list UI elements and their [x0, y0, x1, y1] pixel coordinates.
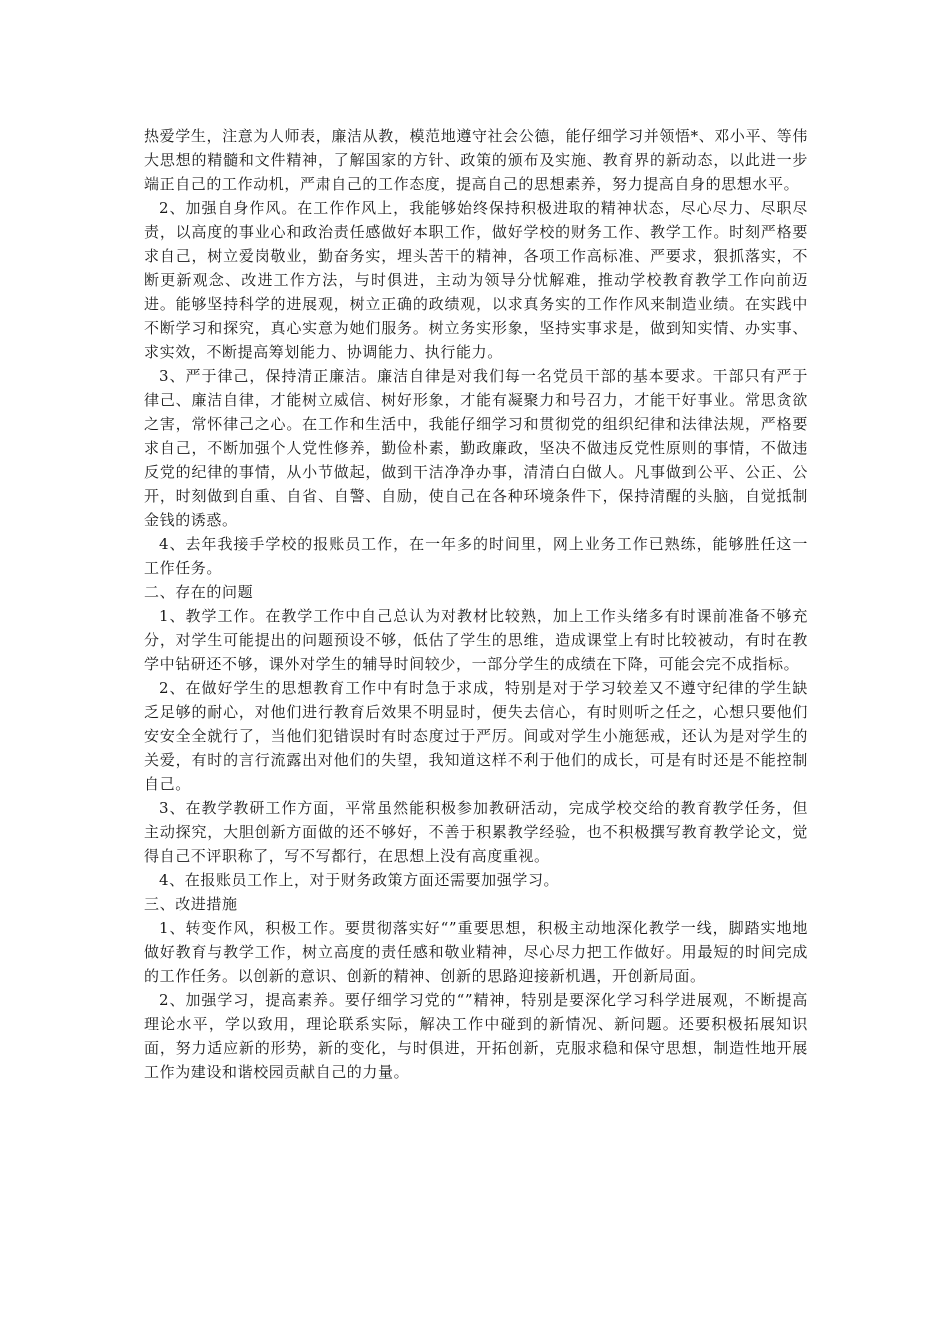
- paragraph-item-change-style: 1、转变作风，积极工作。要贯彻落实好“”重要思想，积极主动地深化教学一线，脚踏实地地做好教育与教学工作，树立高度的责任感和敬业精神，尽心尽力把工作做好。用最短的时间完成的工作任务。以创新的意识、创新的精神、创新的思路迎接新机遇，开创新局面。: [144, 919, 809, 985]
- paragraph-item-research: 3、在教学教研工作方面，平常虽然能积极参加教研活动，完成学校交给的教育教学任务，但主动探究，大胆创新方面做的还不够好，不善于积累教学经验，也不积极撰写教育教学论文，觉得自己不评职称了，写不写都行，在思想上没有高度重视。: [144, 799, 809, 865]
- paragraph-item-self-style: 2、加强自身作风。在工作作风上，我能够始终保持积极进取的精神状态，尽心尽力、尽职尽责，以高度的事业心和政治责任感做好本职工作，做好学校的财务工作、教学工作。时刻严格要求自己，树立爱岗敬业，勤奋务实，埋头苦干的精神，各项工作高标准、严要求，狠抓落实，不断更新观念、改进工作方法，与时俱进，主动为领导分忧解难，推动学校教育教学工作向前迈进。能够坚持科学的进展观，树立正确的政绩观，以求真务实的工作作风来制造业绩。在实践中不断学习和探究，真心实意为她们服务。树立务实形象，坚持实事求是，做到知实情、办实事、求实效，不断提高筹划能力、协调能力、执行能力。: [144, 199, 809, 361]
- paragraph-item-self-discipline: 3、严于律己，保持清正廉洁。廉洁自律是对我们每一名党员干部的基本要求。干部只有严于律己、廉洁自律，才能树立威信、树好形象，才能有凝聚力和号召力，才能干好事业。常思贪欲之害，常怀律己之心。在工作和生活中，我能仔细学习和贯彻党的组织纪律和法律法规，严格要求自己，不断加强个人党性修养，勤俭朴素，勤政廉政，坚决不做违反党性原则的事情，不做违反党的纪律的事情，从小节做起，做到干洁净净办事，清清白白做人。凡事做到公平、公正、公开，时刻做到自重、自省、自警、自励，使自己在各种环境条件下，保持清醒的头脑，自觉抵制金钱的诱惑。: [144, 367, 809, 529]
- document-page: [144, 124, 808, 1084]
- paragraph-item-finance: 4、在报账员工作上，对于财务政策方面还需要加强学习。: [159, 871, 560, 889]
- section-heading-measures: 三、改进措施: [144, 895, 238, 913]
- paragraph-item-moral-education: 2、在做好学生的思想教育工作中有时急于求成，特别是对于学习较差又不遵守纪律的学生缺乏足够的耐心，对他们进行教育后效果不明显时，便失去信心，有时则听之任之，心想只要他们安安全全就行了，当他们犯错误时有时态度过于严厉。间或对学生小施惩戒，还认为是对学生的关爱，有时的言行流露出对他们的失望，我知道这样不利于他们的成长，可是有时还是不能控制自己。: [144, 679, 809, 793]
- paragraph-item-strengthen-study: 2、加强学习，提高素养。要仔细学习党的“”精神，特别是要深化学习科学进展观，不断提高理论水平，学以致用，理论联系实际，解决工作中碰到的新情况、新问题。还要积极拓展知识面，努力适应新的形势，新的变化，与时俱进，开拓创新，克服求稳和保守思想，制造性地开展工作为建设和谐校园贡献自己的力量。: [144, 991, 809, 1081]
- paragraph-item-teaching: 1、教学工作。在教学工作中自己总认为对教材比较熟，加上工作头绪多有时课前准备不够充分，对学生可能提出的问题预设不够，低估了学生的思维，造成课堂上有时比较被动，有时在教学中钻研还不够，课外对学生的辅导时间较少，一部分学生的成绩在下降，可能会完不成指标。: [144, 607, 809, 673]
- paragraph-item-accountant: 4、去年我接手学校的报账员工作，在一年多的时间里，网上业务工作已熟练，能够胜任这一工作任务。: [144, 535, 809, 577]
- section-heading-problems: 二、存在的问题: [144, 583, 254, 601]
- paragraph-continuation: 热爱学生，注意为人师表，廉洁从教，模范地遵守社会公德，能仔细学习并领悟*、邓小平、等伟大思想的精髓和文件精神，了解国家的方针、政策的颁布及实施、教育界的新动态，以此进一步端正自己的工作动机，严肃自己的工作态度，提高自己的思想素养，努力提高自身的思想水平。: [144, 127, 808, 193]
